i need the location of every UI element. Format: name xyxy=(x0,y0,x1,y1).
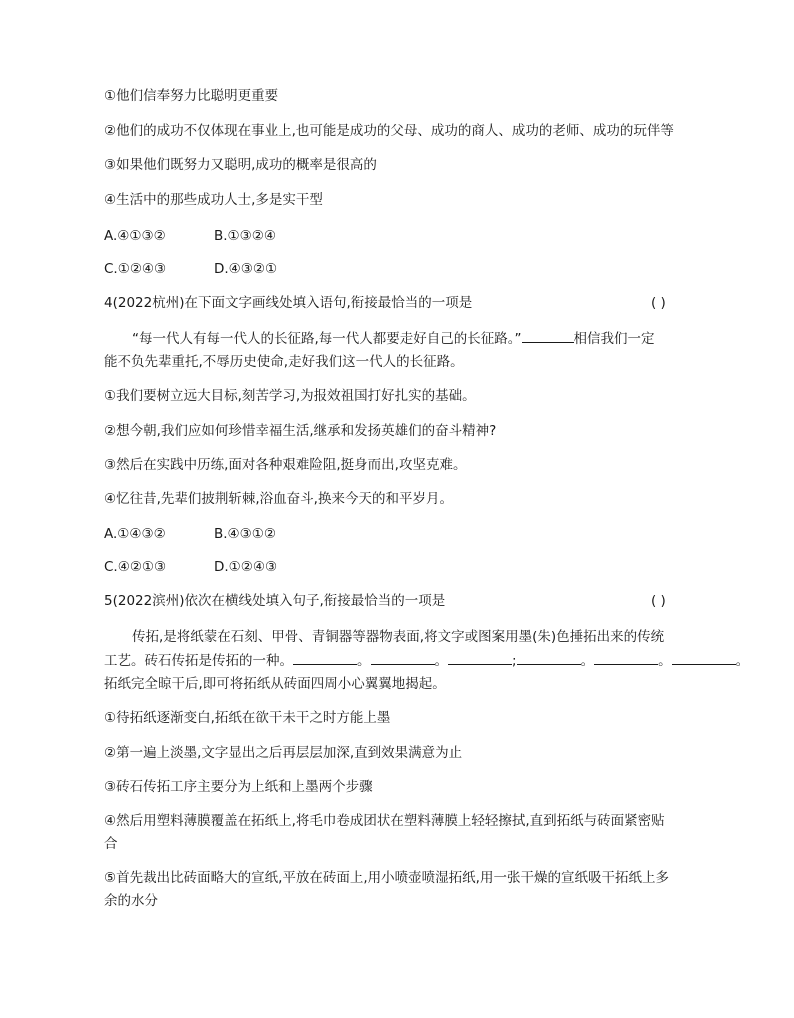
q4-option-c: C.④②①③ xyxy=(104,559,167,575)
q5-blank-6[interactable] xyxy=(672,650,736,665)
q5-passage-line-2 xyxy=(104,650,749,671)
q3-option-a: A.④①③② xyxy=(104,228,166,244)
q4-item-3: ③然后在实践中历练,面对各种艰难险阻,挺身而出,攻坚克难。 xyxy=(104,457,467,473)
q4-item-2: ②想今朝,我们应如何珍惜幸福生活,继承和发扬英雄们的奋斗精神? xyxy=(104,423,497,439)
q3-option-d: D.④③②① xyxy=(214,261,278,277)
q4-passage-cont: 相信我们一定 xyxy=(573,331,655,347)
q4-option-a: A.①④③② xyxy=(104,526,166,542)
q5-item-5: ⑤首先裁出比砖面略大的宣纸,平放在砖面上,用小喷壶喷湿拓纸,用一张干燥的宣纸吸干拓纸上多 xyxy=(104,870,669,886)
q5-blank-2[interactable] xyxy=(371,650,435,665)
q3-item-2: ②他们的成功不仅体现在事业上,也可能是成功的父母、成功的商人、成功的老师、成功的玩伴等 xyxy=(104,123,674,139)
q5-blank-1[interactable] xyxy=(293,650,357,665)
q4-stem: 4(2022杭州)在下面文字画线处填入语句,衔接最恰当的一项是 xyxy=(104,295,473,311)
q3-item-1: ①他们信奉努力比聪明更重要 xyxy=(104,88,279,104)
q5-sep-2: 。 xyxy=(434,653,448,669)
q5-item-5-cont: 余的水分 xyxy=(104,893,158,909)
q4-option-d: D.①②④③ xyxy=(214,559,278,575)
q4-blank[interactable] xyxy=(522,328,574,343)
q5-blank-3[interactable] xyxy=(448,650,512,665)
q5-passage-line-3: 拓纸完全晾干后,即可将拓纸从砖面四周小心翼翼地揭起。 xyxy=(104,676,446,692)
q5-item-2: ②第一遍上淡墨,文字显出之后再层层加深,直到效果满意为止 xyxy=(104,745,463,761)
q3-option-b: B.①③②④ xyxy=(214,228,276,244)
q3-item-4: ④生活中的那些成功人士,多是实干型 xyxy=(104,192,323,208)
q5-passage-line-1: 传拓,是将纸蒙在石刻、甲骨、青铜器等器物表面,将文字或图案用墨(朱)色捶拓出来的传统 xyxy=(132,629,665,645)
q5-answer-paren: ( ) xyxy=(651,593,666,609)
q5-blank-5[interactable] xyxy=(594,650,658,665)
q4-passage-line-1 xyxy=(132,328,655,349)
q5-blank-4[interactable] xyxy=(517,650,581,665)
q4-option-b: B.④③①② xyxy=(214,526,276,542)
q5-sep-1: 。 xyxy=(357,653,371,669)
q4-item-1: ①我们要树立远大目标,刻苦学习,为报效祖国打好扎实的基础。 xyxy=(104,388,476,404)
q5-sep-6: 。 xyxy=(735,653,750,669)
q5-item-4-cont: 合 xyxy=(104,836,118,852)
q4-answer-paren: ( ) xyxy=(651,295,666,311)
q5-item-1: ①待拓纸逐渐变白,拓纸在欲干未干之时方能上墨 xyxy=(104,710,391,726)
q5-sep-5: 。 xyxy=(658,653,672,669)
q5-item-4: ④然后用塑料薄膜覆盖在拓纸上,将毛巾卷成团状在塑料薄膜上轻轻擦拭,直到拓纸与砖面紧密贴 xyxy=(104,813,665,829)
q4-passage-line-2: 能不负先辈重托,不辱历史使命,走好我们这一代人的长征路。 xyxy=(104,354,464,370)
q5-sep-4: 。 xyxy=(580,653,595,669)
q3-option-c: C.①②④③ xyxy=(104,261,167,277)
q5-passage-lead: 工艺。砖石传拓是传拓的一种。 xyxy=(104,653,293,669)
q5-stem: 5(2022滨州)依次在横线处填入句子,衔接最恰当的一项是 xyxy=(104,593,446,609)
q5-sep-3: ; xyxy=(512,653,517,669)
q4-item-4: ④忆往昔,先辈们披荆斩棘,浴血奋斗,换来今天的和平岁月。 xyxy=(104,491,453,507)
q5-item-3: ③砖石传拓工序主要分为上纸和上墨两个步骤 xyxy=(104,779,373,795)
q4-passage-quote: “每一代人有每一代人的长征路,每一代人都要走好自己的长征路。” xyxy=(132,331,522,347)
q3-item-3: ③如果他们既努力又聪明,成功的概率是很高的 xyxy=(104,157,377,173)
